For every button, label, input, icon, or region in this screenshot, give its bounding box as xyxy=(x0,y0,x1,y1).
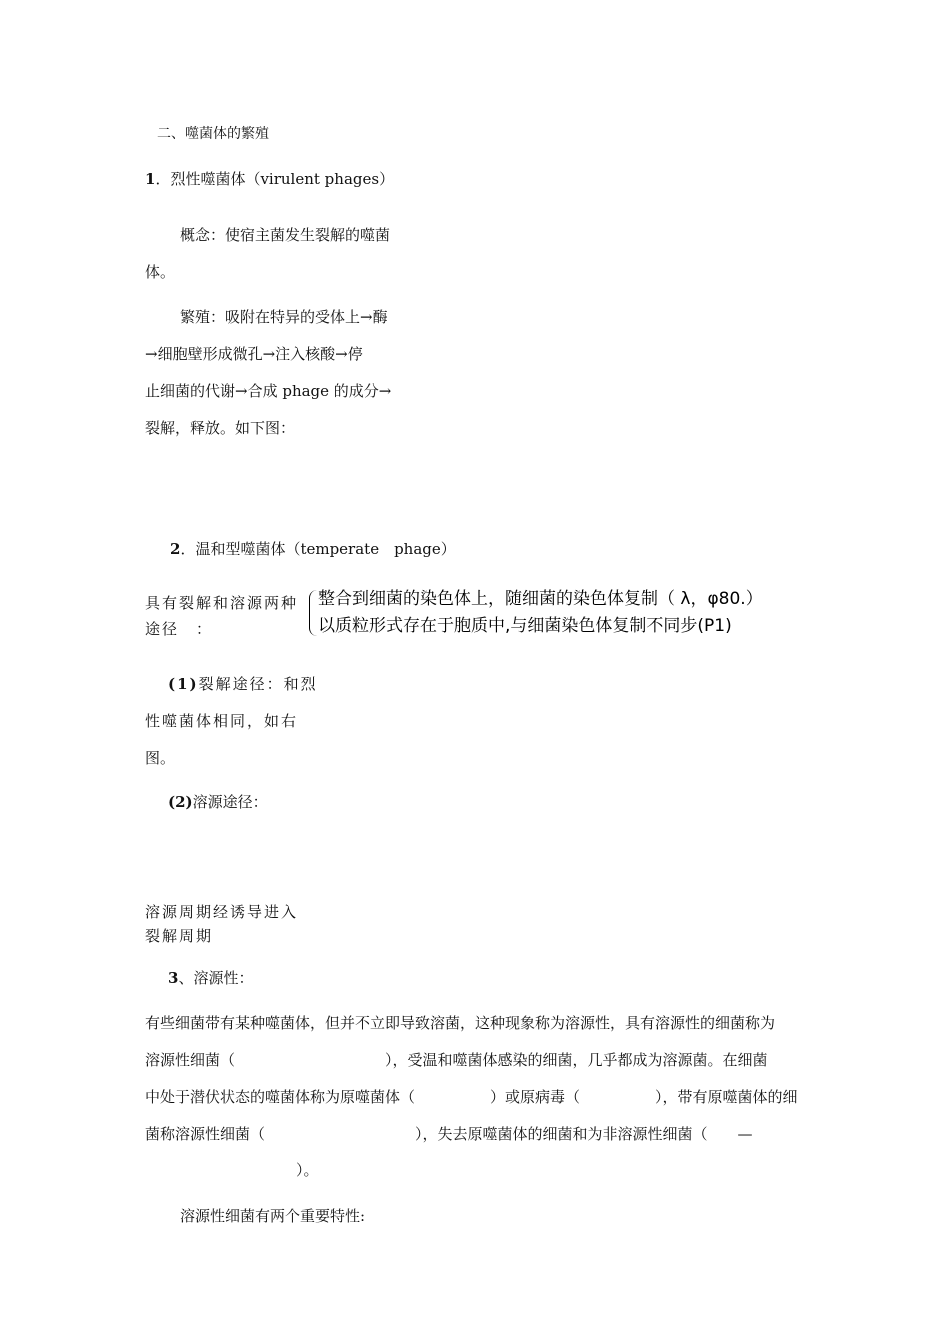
subsection-2-title-cn: ．温和型噬菌体 xyxy=(180,540,286,558)
curly-brace xyxy=(309,590,318,636)
subsection-1-number: 1 xyxy=(145,170,156,188)
subsection-1-title-cn: ．烈性噬菌体 xyxy=(155,170,246,188)
lysogeny-para-line-1: 有些细菌带有某种噬菌体，但并不立即导致溶菌，这种现象称为溶源性，具有溶源性的细菌称为 xyxy=(145,1014,776,1032)
repro-line-2: →细胞壁形成微孔→注入核酸→停 xyxy=(145,345,363,363)
subsection-3-number: 3 xyxy=(168,969,179,987)
section-title: 二、噬菌体的繁殖 xyxy=(157,126,269,142)
induce-line-1: 溶源周期经诱导进入 xyxy=(145,903,299,921)
two-paths-line-2: 途径 ： xyxy=(145,620,214,638)
lysogeny-para-line-2: 溶源性细菌（ ），受温和噬菌体感染的细菌，几乎都成为溶源菌。在细菌 xyxy=(145,1051,768,1069)
lysogeny-para-line-4: 菌称溶源性细菌（ ），失去原噬菌体的细菌和为非溶源性细菌（ — xyxy=(145,1125,753,1143)
repro-line-1: 繁殖：吸附在特异的受体上→酶 xyxy=(180,308,388,326)
lytic-text: 裂解途径：和烈 xyxy=(198,675,318,693)
repro-line-4: 裂解，释放。如下图： xyxy=(145,419,296,437)
lytic-line-1 xyxy=(168,677,318,692)
lytic-line-3: 图。 xyxy=(145,749,176,767)
two-properties-line: 溶源性细菌有两个重要特性: xyxy=(180,1207,366,1225)
lyso-line xyxy=(168,795,268,810)
two-paths-line-1: 具有裂解和溶源两种 xyxy=(145,594,299,612)
subsection-1-title-en: （virulent phages） xyxy=(245,170,395,188)
lysogeny-para-line-3: 中处于潜伏状态的噬菌体称为原噬菌体（ ）或原病毒（ ），带有原噬菌体的细 xyxy=(145,1088,798,1106)
lysogeny-para-line-5: ）。 xyxy=(296,1161,319,1179)
lytic-line-2: 性噬菌体相同，如右 xyxy=(145,712,299,730)
induce-line-2: 裂解周期 xyxy=(145,927,214,945)
subsection-3-title-cn: 、溶源性： xyxy=(178,969,254,987)
subsection-1-title xyxy=(145,172,394,187)
concept-line-2: 体。 xyxy=(145,263,176,281)
lyso-text: 溶源途径： xyxy=(192,793,268,811)
brace-option-plasmid: 以质粒形式存在于胞质中,与细菌染色体复制不同步(P1) xyxy=(318,616,732,636)
lytic-label: (1) xyxy=(168,675,199,693)
lyso-label: (2) xyxy=(168,793,193,811)
brace-option-integrate: 整合到细菌的染色体上，随细菌的染色体复制（ λ，φ80.） xyxy=(318,589,763,609)
subsection-3-title xyxy=(168,971,253,986)
subsection-2-title-en: （temperate phage） xyxy=(285,540,456,558)
subsection-2-number: 2 xyxy=(170,540,181,558)
concept-line-1: 概念：使宿主菌发生裂解的噬菌 xyxy=(180,226,391,244)
subsection-2-title xyxy=(170,542,456,557)
repro-line-3: 止细菌的代谢→合成 phage 的成分→ xyxy=(145,382,392,400)
